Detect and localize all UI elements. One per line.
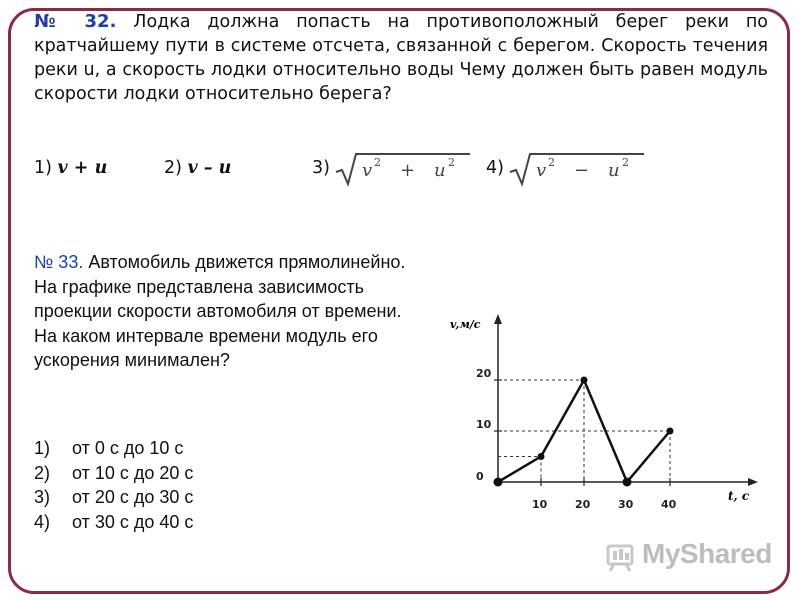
y-tick-label: 10: [476, 418, 492, 431]
answer-4-label: 4): [486, 158, 504, 178]
answer-1-label: 1): [34, 158, 52, 178]
y-tick-label: 20: [476, 367, 492, 380]
y-axis-arrow: [494, 314, 502, 324]
problem-33-text: Автомобиль движется прямолинейно. На графике представлена зависимость проекции скорости автомобиля от времени. На каком интервале времени модуль его ускорения минимален?: [34, 252, 406, 370]
answer-3-label: 3): [312, 158, 330, 178]
data-point: [581, 377, 588, 384]
x-tick-label: 30: [618, 498, 634, 511]
svg-text:2: 2: [448, 156, 455, 169]
svg-text:2: 2: [548, 156, 555, 169]
x-axis-arrow: [748, 478, 758, 486]
problem-33-options: [34, 436, 334, 534]
problem-32-answers: [34, 150, 774, 194]
answer-2: [164, 158, 231, 178]
option-3-index: 3): [34, 487, 51, 507]
myshared-logo-icon: [604, 538, 640, 574]
x-axis-label: t, c: [728, 489, 750, 503]
answer-3-formula: [334, 150, 474, 188]
option-4-index: 4): [34, 511, 51, 532]
problem-33: [34, 250, 424, 373]
option-2-text: от 10 с до 20 с: [72, 462, 194, 483]
problem-33-number: № 33.: [34, 252, 84, 272]
data-point: [494, 478, 503, 487]
y-tick-label: 0: [476, 470, 484, 483]
x-tick-label: 10: [532, 498, 548, 511]
answer-1: [34, 158, 107, 178]
problem-32: [34, 10, 768, 106]
option-2-index: 2): [34, 462, 51, 483]
y-axis-label: v,м/с: [450, 318, 481, 331]
option-1: [34, 436, 334, 461]
option-4-text: от 30 с до 40 с: [72, 511, 194, 532]
svg-text:2: 2: [622, 156, 629, 169]
svg-text:v: v: [536, 160, 547, 181]
x-tick-label: 40: [661, 498, 677, 511]
svg-text:+: +: [400, 160, 416, 181]
answer-2-label: 2): [164, 158, 182, 178]
answer-1-expr: v + u: [57, 158, 108, 178]
velocity-time-chart: [430, 300, 770, 530]
problem-32-text: Лодка должна попасть на противоположный берег реки по кратчайшему пути в системе отсчета, связанной с берегом. Скорость течения реки u, а скорость лодки относительно воды Чему должен быть равен модуль скорости лодки относительно берега?: [34, 12, 769, 104]
data-point: [623, 478, 632, 487]
svg-text:−: −: [574, 160, 590, 181]
svg-text:u: u: [608, 160, 620, 181]
x-tick-label: 20: [575, 498, 591, 511]
data-point: [538, 453, 545, 460]
problem-32-number: № 32.: [34, 11, 117, 32]
option-4: [34, 510, 334, 535]
answer-2-expr: v – u: [187, 158, 232, 178]
svg-text:u: u: [434, 160, 446, 181]
answer-3: [312, 158, 330, 178]
option-3: [34, 485, 334, 510]
answer-4: [486, 158, 504, 178]
svg-text:2: 2: [374, 156, 381, 169]
answer-4-formula: [508, 150, 648, 188]
option-3-text: от 20 с до 30 с: [72, 487, 194, 507]
option-2: [34, 461, 334, 486]
option-1-text: от 0 с до 10 с: [72, 438, 184, 458]
data-point: [667, 428, 674, 435]
option-1-index: 1): [34, 438, 51, 458]
myshared-watermark: MyShared: [642, 538, 772, 569]
svg-text:v: v: [362, 160, 373, 181]
